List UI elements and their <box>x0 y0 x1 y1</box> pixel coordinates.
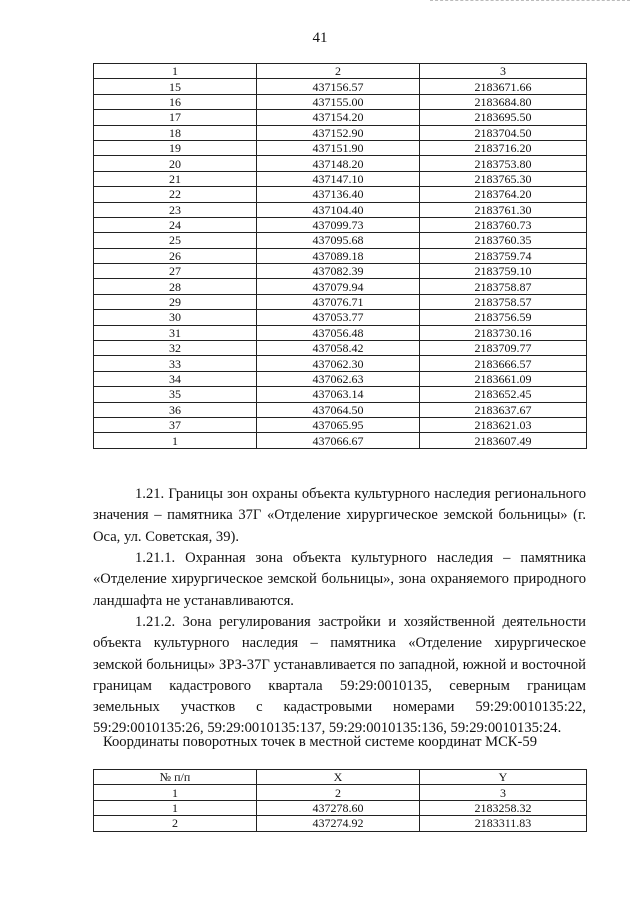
y-coordinate-cell: 2183709.77 <box>420 341 587 356</box>
y-coordinate-cell: 2183765.30 <box>420 171 587 186</box>
point-number-cell: 35 <box>94 387 257 402</box>
point-number-cell: 31 <box>94 325 257 340</box>
y-coordinate-cell: 2183311.83 <box>420 816 587 831</box>
table-row <box>94 233 587 248</box>
page-number: 41 <box>312 30 328 46</box>
table-row <box>94 202 587 217</box>
point-number-cell: 37 <box>94 417 257 432</box>
x-coordinate-cell: 437151.90 <box>257 140 420 155</box>
point-number-cell: 25 <box>94 233 257 248</box>
column-header-y: Y <box>420 770 587 785</box>
x-coordinate-cell: 437065.95 <box>257 417 420 432</box>
point-number-cell: 15 <box>94 79 257 94</box>
point-number-cell: 26 <box>94 248 257 263</box>
x-coordinate-cell: 437056.48 <box>257 325 420 340</box>
point-number-cell: 21 <box>94 171 257 186</box>
table-row <box>94 402 587 417</box>
column-number: 2 <box>257 64 420 79</box>
x-coordinate-cell: 437155.00 <box>257 94 420 109</box>
table-row <box>94 94 587 109</box>
x-coordinate-cell: 437053.77 <box>257 310 420 325</box>
y-coordinate-cell: 2183758.87 <box>420 279 587 294</box>
table-row <box>94 79 587 94</box>
table-row <box>94 371 587 386</box>
table-row <box>94 217 587 232</box>
point-number-cell: 18 <box>94 125 257 140</box>
y-coordinate-cell: 2183661.09 <box>420 371 587 386</box>
y-coordinate-cell: 2183637.67 <box>420 402 587 417</box>
y-coordinate-cell: 2183758.57 <box>420 294 587 309</box>
table-row <box>94 110 587 125</box>
table-column-numbers-row <box>94 785 587 800</box>
point-number-cell: 24 <box>94 217 257 232</box>
paragraph-text: 1.21.1. Охранная зона объекта культурного наследия – памятника «Отделение хирургическое земской больницы», зона охраняемого природного ландшафта не устанавливаются. <box>93 550 586 609</box>
y-coordinate-cell: 2183704.50 <box>420 125 587 140</box>
paragraph-1-21 <box>93 484 586 548</box>
y-coordinate-cell: 2183258.32 <box>420 800 587 815</box>
table-row <box>94 294 587 309</box>
table-column-numbers-row <box>94 64 587 79</box>
x-coordinate-cell: 437147.10 <box>257 171 420 186</box>
column-number: 2 <box>257 785 420 800</box>
x-coordinate-cell: 437104.40 <box>257 202 420 217</box>
y-coordinate-cell: 2183621.03 <box>420 417 587 432</box>
point-number-cell: 19 <box>94 140 257 155</box>
x-coordinate-cell: 437154.20 <box>257 110 420 125</box>
y-coordinate-cell: 2183759.10 <box>420 264 587 279</box>
y-coordinate-cell: 2183695.50 <box>420 110 587 125</box>
x-coordinate-cell: 437095.68 <box>257 233 420 248</box>
point-number-cell: 17 <box>94 110 257 125</box>
point-number-cell: 2 <box>94 816 257 831</box>
x-coordinate-cell: 437136.40 <box>257 187 420 202</box>
x-coordinate-cell: 437066.67 <box>257 433 420 448</box>
table-row <box>94 310 587 325</box>
point-number-cell: 16 <box>94 94 257 109</box>
point-number-cell: 28 <box>94 279 257 294</box>
y-coordinate-cell: 2183760.35 <box>420 233 587 248</box>
y-coordinate-cell: 2183716.20 <box>420 140 587 155</box>
paragraph-1-21-1 <box>93 548 586 612</box>
paragraph-1-21-2 <box>93 612 586 740</box>
y-coordinate-cell: 2183671.66 <box>420 79 587 94</box>
point-number-cell: 27 <box>94 264 257 279</box>
y-coordinate-cell: 2183760.73 <box>420 217 587 232</box>
x-coordinate-cell: 437063.14 <box>257 387 420 402</box>
point-number-cell: 22 <box>94 187 257 202</box>
x-coordinate-cell: 437058.42 <box>257 341 420 356</box>
point-number-cell: 30 <box>94 310 257 325</box>
paragraph-text: 1.21.2. Зона регулирования застройки и хозяйственной деятельности объекта культурного наследия – памятника «Отделение хирургическое земской больницы» ЗРЗ-37Г устанавливается по западной, южной и восточной границам кадастрового квартала 59:29:0010135, северным границам земельных участков с кадастровыми номерами 59:29:0010135:22, 59:29:0010135:26, 59:29:0010135:137, 59:29:0010135:136, 59:29:0010135:24. <box>93 614 586 737</box>
y-coordinate-cell: 2183753.80 <box>420 156 587 171</box>
column-number: 3 <box>420 785 587 800</box>
y-coordinate-cell: 2183756.59 <box>420 310 587 325</box>
point-number-cell: 1 <box>94 800 257 815</box>
paragraph-text: 1.21. Границы зон охраны объекта культурного наследия регионального значения – памятника 37Г «Отделение хирургическое земской больницы» (г. Оса, ул. Советская, 39). <box>93 486 586 545</box>
scan-artifact-line <box>430 0 630 4</box>
x-coordinate-cell: 437156.57 <box>257 79 420 94</box>
table-row <box>94 325 587 340</box>
table-row <box>94 264 587 279</box>
point-number-cell: 34 <box>94 371 257 386</box>
coordinates-table-continued <box>93 63 587 449</box>
x-coordinate-cell: 437062.63 <box>257 371 420 386</box>
table-row <box>94 187 587 202</box>
x-coordinate-cell: 437152.90 <box>257 125 420 140</box>
y-coordinate-cell: 2183730.16 <box>420 325 587 340</box>
table-row <box>94 248 587 263</box>
y-coordinate-cell: 2183761.30 <box>420 202 587 217</box>
x-coordinate-cell: 437062.30 <box>257 356 420 371</box>
y-coordinate-cell: 2183652.45 <box>420 387 587 402</box>
column-number: 1 <box>94 785 257 800</box>
table-header-row <box>94 770 587 785</box>
x-coordinate-cell: 437274.92 <box>257 816 420 831</box>
x-coordinate-cell: 437064.50 <box>257 402 420 417</box>
x-coordinate-cell: 437082.39 <box>257 264 420 279</box>
table-row <box>94 356 587 371</box>
table-row <box>94 341 587 356</box>
table-row <box>94 140 587 155</box>
table-row <box>94 156 587 171</box>
y-coordinate-cell: 2183684.80 <box>420 94 587 109</box>
point-number-cell: 20 <box>94 156 257 171</box>
x-coordinate-cell: 437079.94 <box>257 279 420 294</box>
y-coordinate-cell: 2183759.74 <box>420 248 587 263</box>
y-coordinate-cell: 2183764.20 <box>420 187 587 202</box>
point-number-cell: 23 <box>94 202 257 217</box>
column-number: 1 <box>94 64 257 79</box>
column-number: 3 <box>420 64 587 79</box>
point-number-cell: 1 <box>94 433 257 448</box>
table-row <box>94 171 587 186</box>
table-row <box>94 816 587 831</box>
point-number-cell: 29 <box>94 294 257 309</box>
column-header-number: № п/п <box>94 770 257 785</box>
table-row <box>94 387 587 402</box>
y-coordinate-cell: 2183666.57 <box>420 356 587 371</box>
point-number-cell: 36 <box>94 402 257 417</box>
table-row <box>94 125 587 140</box>
x-coordinate-cell: 437089.18 <box>257 248 420 263</box>
table-row <box>94 800 587 815</box>
table-row <box>94 279 587 294</box>
point-number-cell: 33 <box>94 356 257 371</box>
column-header-x: X <box>257 770 420 785</box>
coordinates-table-mck59 <box>93 769 587 832</box>
x-coordinate-cell: 437076.71 <box>257 294 420 309</box>
table-row <box>94 433 587 448</box>
x-coordinate-cell: 437148.20 <box>257 156 420 171</box>
y-coordinate-cell: 2183607.49 <box>420 433 587 448</box>
table-caption: Координаты поворотных точек в местной системе координат МСК-59 <box>102 734 537 750</box>
point-number-cell: 32 <box>94 341 257 356</box>
x-coordinate-cell: 437278.60 <box>257 800 420 815</box>
table-row <box>94 417 587 432</box>
x-coordinate-cell: 437099.73 <box>257 217 420 232</box>
